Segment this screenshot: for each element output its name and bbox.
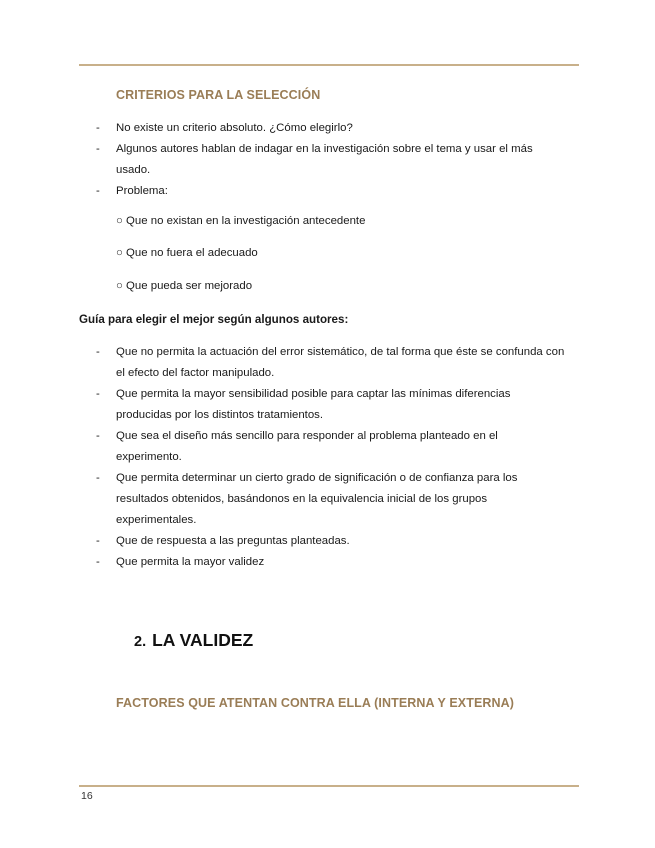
list-item: - Que de respuesta a las preguntas planteadas.: [0, 531, 566, 552]
list-item: - Que sea el diseño más sencillo para responder al problema planteado en el experimento.: [0, 426, 566, 468]
sub-item: ○ Que pueda ser mejorado: [116, 280, 253, 292]
bullet-dash: -: [96, 185, 100, 197]
bullet-dash: -: [96, 143, 100, 155]
section-title-criterios: CRITERIOS PARA LA SELECCIÓN: [116, 88, 321, 102]
section-number: 2.: [134, 634, 147, 650]
bullet-dash: -: [96, 430, 100, 442]
bullet-dash: -: [96, 122, 100, 134]
page-number: 16: [81, 790, 93, 802]
list-item: - Que no permita la actuación del error sistemático, de tal forma que éste se confunda con el efecto del factor manipulado.: [0, 342, 566, 384]
header-rule: [79, 64, 579, 66]
bullet-dash: -: [96, 388, 100, 400]
list-item: - Que permita determinar un cierto grado de significación o de confianza para los resultados obtenidos, basándonos en la equivalencia inicial de los grupos experimentales.: [0, 468, 566, 531]
bullet-dash: -: [96, 472, 100, 484]
list-item: - Problema:: [0, 181, 566, 202]
list-item: - Que permita la mayor validez: [0, 552, 566, 573]
bullet-dash: -: [96, 346, 100, 358]
bullet-dash: -: [96, 535, 100, 547]
list-item: - Algunos autores hablan de indagar en la investigación sobre el tema y usar el más usado.: [0, 139, 566, 181]
section-heading-text: LA VALIDEZ: [152, 630, 254, 650]
guide-heading: Guía para elegir el mejor según algunos autores:: [79, 313, 349, 326]
list-item: - No existe un criterio absoluto. ¿Cómo elegirlo?: [0, 118, 566, 139]
sub-item: ○ Que no existan en la investigación antecedente: [116, 215, 366, 227]
criteria-list: [0, 118, 566, 202]
guide-list: [0, 342, 566, 573]
section-subtitle-factores: FACTORES QUE ATENTAN CONTRA ELLA (INTERNA Y EXTERNA): [116, 696, 515, 710]
section-heading-validez: [134, 630, 253, 651]
list-item: - Que permita la mayor sensibilidad posible para captar las mínimas diferencias producidas por los distintos tratamientos.: [0, 384, 566, 426]
sub-item: ○ Que no fuera el adecuado: [116, 247, 258, 259]
bullet-dash: -: [96, 556, 100, 568]
footer-rule: [79, 785, 579, 787]
